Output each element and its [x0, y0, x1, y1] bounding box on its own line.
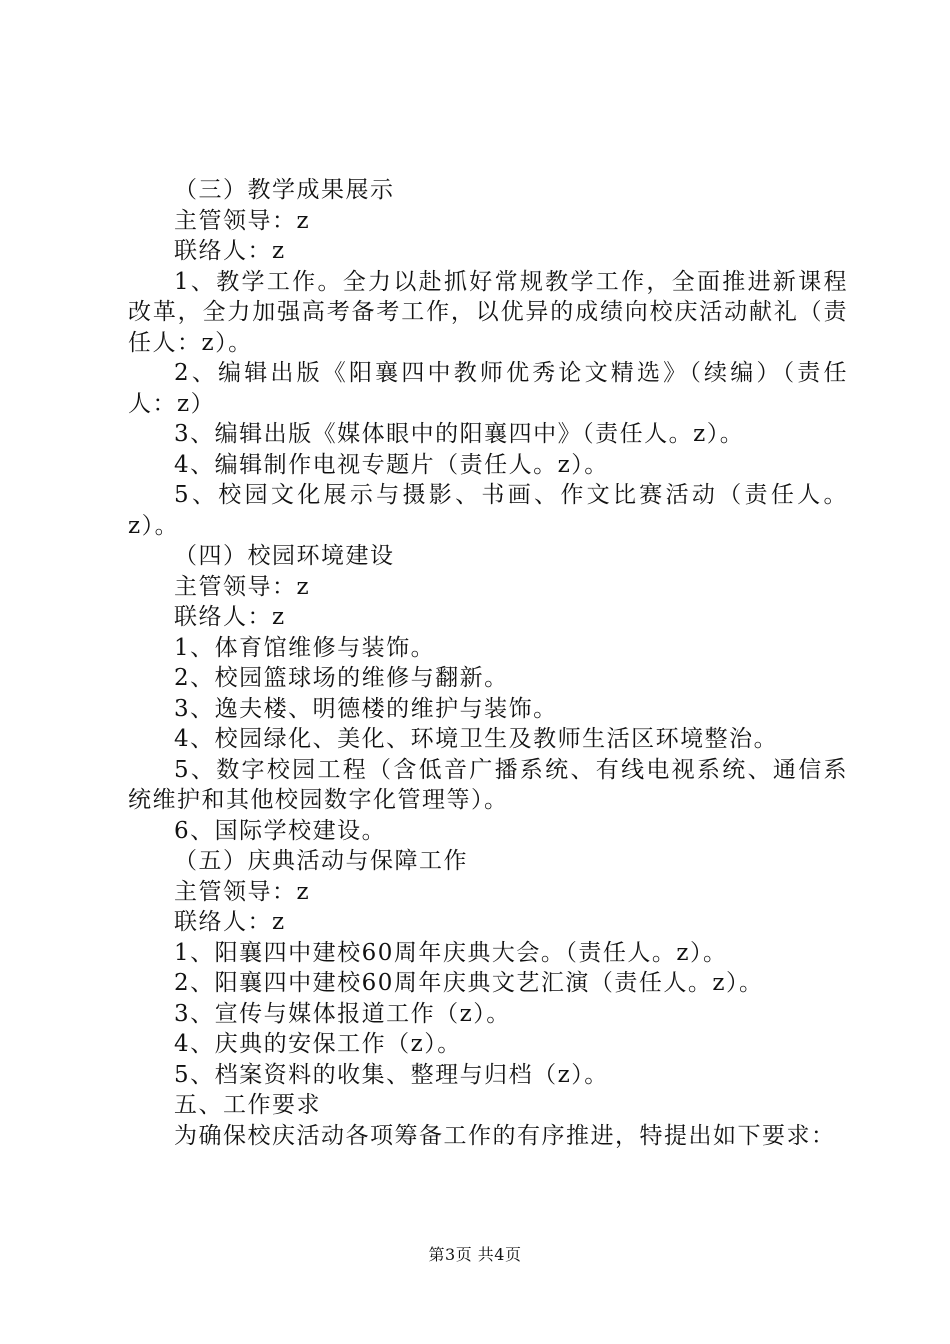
paragraph: 主管领导：z [174, 878, 311, 905]
paragraph: 4、校园绿化、美化、环境卫生及教师生活区环境整治。 [174, 726, 779, 752]
section-heading: （五）庆典活动与保障工作 [174, 848, 468, 874]
document-body [128, 175, 848, 1151]
paragraph: 5、数字校园工程（含低音广播系统、有线电视系统、通信系统维护和其他校园数字化管理等）。 [128, 756, 848, 813]
paragraph: 3、编辑出版《媒体眼中的阳襄四中》（责任人。z）。 [174, 421, 745, 447]
section-heading: 五、工作要求 [174, 1092, 321, 1118]
paragraph: 2、校园篮球场的维修与翻新。 [174, 665, 509, 691]
paragraph: 2、编辑出版《阳襄四中教师优秀论文精选》（续编）（责任人：z） [128, 360, 848, 417]
paragraph: 5、校园文化展示与摄影、书画、作文比赛活动（责任人。z）。 [128, 482, 848, 539]
paragraph: 3、宣传与媒体报道工作（z）。 [174, 1000, 511, 1027]
paragraph: 3、逸夫楼、明德楼的维护与装饰。 [174, 695, 558, 722]
paragraph: 6、国际学校建设。 [174, 817, 387, 844]
paragraph: 为确保校庆活动各项筹备工作的有序推进，特提出如下要求： [174, 1122, 836, 1149]
paragraph: 主管领导：z [174, 573, 311, 600]
section-heading: （四）校园环境建设 [174, 543, 395, 569]
paragraph: 4、编辑制作电视专题片（责任人。z）。 [174, 451, 609, 478]
paragraph: 5、档案资料的收集、整理与归档（z）。 [174, 1061, 609, 1088]
paragraph: 联络人：z [174, 909, 286, 935]
paragraph: 1、体育馆维修与装饰。 [174, 634, 436, 661]
paragraph: 1、阳襄四中建校60周年庆典大会。（责任人。z）。 [174, 939, 728, 966]
page-footer: 第3页 共4页 [428, 1245, 522, 1264]
paragraph: 4、庆典的安保工作（z）。 [174, 1031, 462, 1057]
paragraph: 2、阳襄四中建校60周年庆典文艺汇演（责任人。z）。 [174, 970, 764, 996]
section-heading: （三）教学成果展示 [174, 177, 395, 203]
paragraph: 1、教学工作。全力以赴抓好常规教学工作，全面推进新课程改革，全力加强高考备考工作，以优异的成绩向校庆活动献礼（责任人：z）。 [128, 268, 848, 356]
paragraph: 主管领导：z [174, 207, 311, 234]
paragraph: 联络人：z [174, 604, 286, 630]
paragraph: 联络人：z [174, 238, 286, 264]
